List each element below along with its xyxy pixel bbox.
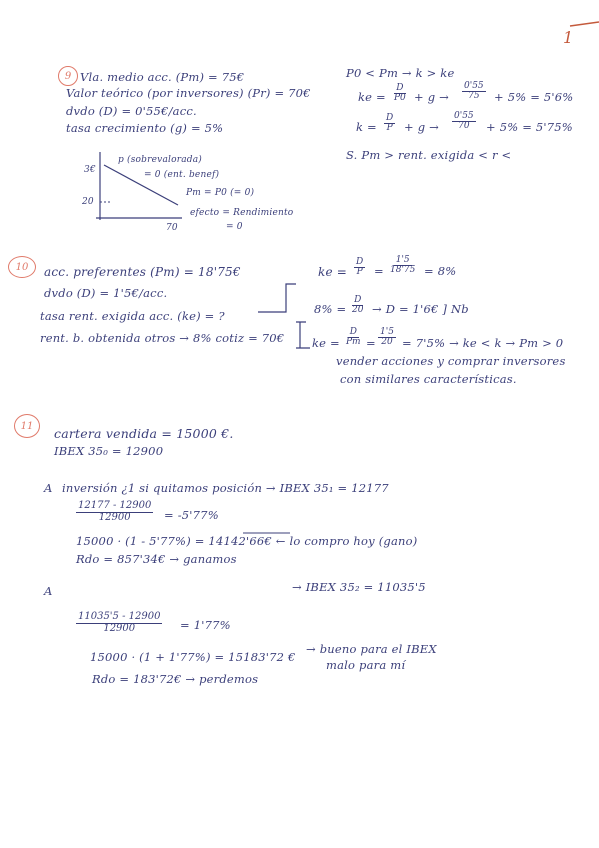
p10-ke3-fraction-1 bbox=[344, 328, 363, 348]
p11-line-1: cartera vendida = 15000 €. bbox=[54, 426, 234, 441]
p10-d-lhs: 8% = bbox=[314, 302, 347, 316]
p11-b-num: 11035'5 - 12900 bbox=[78, 611, 161, 622]
p11-b-fraction bbox=[76, 612, 162, 634]
p10-given-line-3: tasa rent. exigida acc. (ke) = ? bbox=[40, 309, 225, 323]
p9-given-line-1: Vla. medio acc. (Pm) = 75€ bbox=[80, 70, 245, 84]
p10-ke3-fraction-2 bbox=[378, 328, 396, 348]
p9-ke-mid: + g → bbox=[414, 90, 449, 104]
graph-label-1: p (sobrevalorada) bbox=[118, 155, 203, 165]
p10-ke3-lhs: ke = bbox=[312, 336, 340, 350]
p11-a-num: 12177 - 12900 bbox=[78, 500, 152, 511]
p9-ke-tail: + 5% = 5'6% bbox=[494, 90, 574, 104]
p10-ke3-mid: = bbox=[366, 336, 376, 350]
p10-ke-fraction-1 bbox=[354, 258, 365, 278]
p9-k-f2-den: 70 bbox=[458, 121, 470, 132]
p10-d-num: D bbox=[354, 295, 362, 305]
p11-b-ibex: → IBEX 35₂ = 11035'5 bbox=[292, 580, 426, 594]
corner-mark: 1 bbox=[563, 28, 574, 47]
p9-ke-fraction-2 bbox=[462, 82, 486, 102]
bracket-upper bbox=[258, 284, 296, 312]
p10-given-line-4: rent. b. obtenida otros → 8% cotiz = 70€ bbox=[40, 331, 285, 345]
p9-k-fraction-1 bbox=[384, 114, 395, 134]
p9-ke-fraction-1 bbox=[392, 84, 408, 104]
p10-d-fraction bbox=[350, 296, 365, 316]
problem-9-number: 9 bbox=[58, 66, 78, 86]
p11-b-result: = 1'77% bbox=[180, 618, 231, 632]
p9-ke-f2-num: 0'55 bbox=[464, 81, 484, 91]
graph-label-3: Pm = P0 (= 0) bbox=[186, 188, 255, 198]
p9-k-f1-den: P bbox=[386, 123, 393, 134]
p10-ke3-tail: = 7'5% → ke < k → Pm > 0 bbox=[402, 336, 564, 350]
p11-b-rdo: Rdo = 183'72€ → perdemos bbox=[92, 672, 259, 686]
p9-right-line-1: P0 < Pm → k > ke bbox=[346, 66, 455, 80]
graph-y-tick-1: 3€ bbox=[84, 165, 96, 175]
p10-note-2: con similares características. bbox=[340, 372, 517, 386]
p11-line-2: IBEX 35₀ = 12900 bbox=[54, 444, 164, 458]
p9-k-lhs: k = bbox=[356, 120, 377, 134]
p11-a-calc: 15000 · (1 - 5'77%) = 14142'66€ ← lo compro hoy (gano) bbox=[76, 534, 418, 548]
p9-ke-f1-den: P0 bbox=[394, 93, 406, 104]
p9-k-tail: + 5% = 5'75% bbox=[486, 120, 573, 134]
p10-ke2-num: 1'5 bbox=[395, 255, 410, 265]
bracket-lower bbox=[296, 322, 310, 348]
p9-k-mid: + g → bbox=[404, 120, 439, 134]
p10-ke-lhs: ke = bbox=[318, 265, 348, 279]
problem-10-number: 10 bbox=[8, 256, 36, 278]
p10-given-line-1: acc. preferentes (Pm) = 18'75€ bbox=[44, 265, 241, 279]
problem-11-number: 11 bbox=[14, 414, 40, 438]
p11-b-label: A bbox=[44, 584, 53, 598]
p10-ke4-den: 20 bbox=[381, 337, 393, 348]
p11-b-calc: 15000 · (1 + 1'77%) = 15183'72 € bbox=[90, 650, 296, 664]
p10-ke2-den: 18'75 bbox=[390, 265, 416, 276]
p10-ke3-den: Pm bbox=[346, 337, 361, 348]
corner-stroke bbox=[570, 22, 599, 26]
p9-ke-f1-num: D bbox=[396, 83, 404, 93]
p9-given-line-2: Valor teórico (por inversores) (Pr) = 70€ bbox=[66, 86, 311, 100]
p10-ke-num: D bbox=[356, 257, 364, 267]
p10-ke3-num: D bbox=[349, 327, 357, 337]
p11-a-den: 12900 bbox=[98, 511, 131, 523]
p10-d-tail: → D = 1'6€ ] Nb bbox=[372, 302, 469, 316]
p10-ke-tail: = 8% bbox=[424, 264, 457, 278]
p10-given-line-2: dvdo (D) = 1'5€/acc. bbox=[44, 286, 168, 300]
p11-b-note-1: → bueno para el IBEX bbox=[306, 642, 437, 656]
p10-ke4-num: 1'5 bbox=[380, 327, 394, 337]
p9-k-f1-num: D bbox=[386, 113, 394, 123]
p11-b-den: 12900 bbox=[103, 622, 136, 634]
p9-conclusion: S. Pm > rent. exigida < r < bbox=[346, 148, 512, 162]
p11-a-result: = -5'77% bbox=[164, 508, 219, 522]
p9-ke-lhs: ke = bbox=[358, 90, 386, 104]
p10-d-den: 20 bbox=[352, 305, 364, 316]
graph-x-tick-2: 70 bbox=[166, 223, 178, 233]
p9-k-fraction-2 bbox=[452, 112, 476, 132]
p11-a-line: inversión ¿1 si quitamos posición → IBEX 35₁ = 12177 bbox=[62, 481, 389, 495]
p10-ke-den: P bbox=[356, 267, 363, 278]
p9-k-f2-num: 0'55 bbox=[454, 111, 474, 121]
p10-note-1: vender acciones y comprar inversores bbox=[336, 354, 566, 368]
p9-ke-f2-den: 75 bbox=[468, 91, 480, 102]
graph-label-4: efecto = Rendimiento bbox=[190, 208, 294, 218]
p11-a-label: A bbox=[44, 481, 53, 495]
p11-a-rdo: Rdo = 857'34€ → ganamos bbox=[76, 552, 237, 566]
p11-b-note-2: malo para mí bbox=[326, 658, 406, 672]
p9-given-line-4: tasa crecimiento (g) = 5% bbox=[66, 121, 224, 135]
graph-bottom: = 0 bbox=[226, 222, 243, 232]
p10-ke-mid: = bbox=[374, 264, 384, 278]
p11-a-fraction bbox=[76, 501, 153, 523]
graph-y-tick-2: 20 bbox=[82, 197, 94, 207]
p9-given-line-3: dvdo (D) = 0'55€/acc. bbox=[66, 104, 197, 118]
p10-ke-fraction-2 bbox=[388, 256, 417, 276]
graph-label-2: = 0 (ent. benef) bbox=[144, 170, 220, 180]
